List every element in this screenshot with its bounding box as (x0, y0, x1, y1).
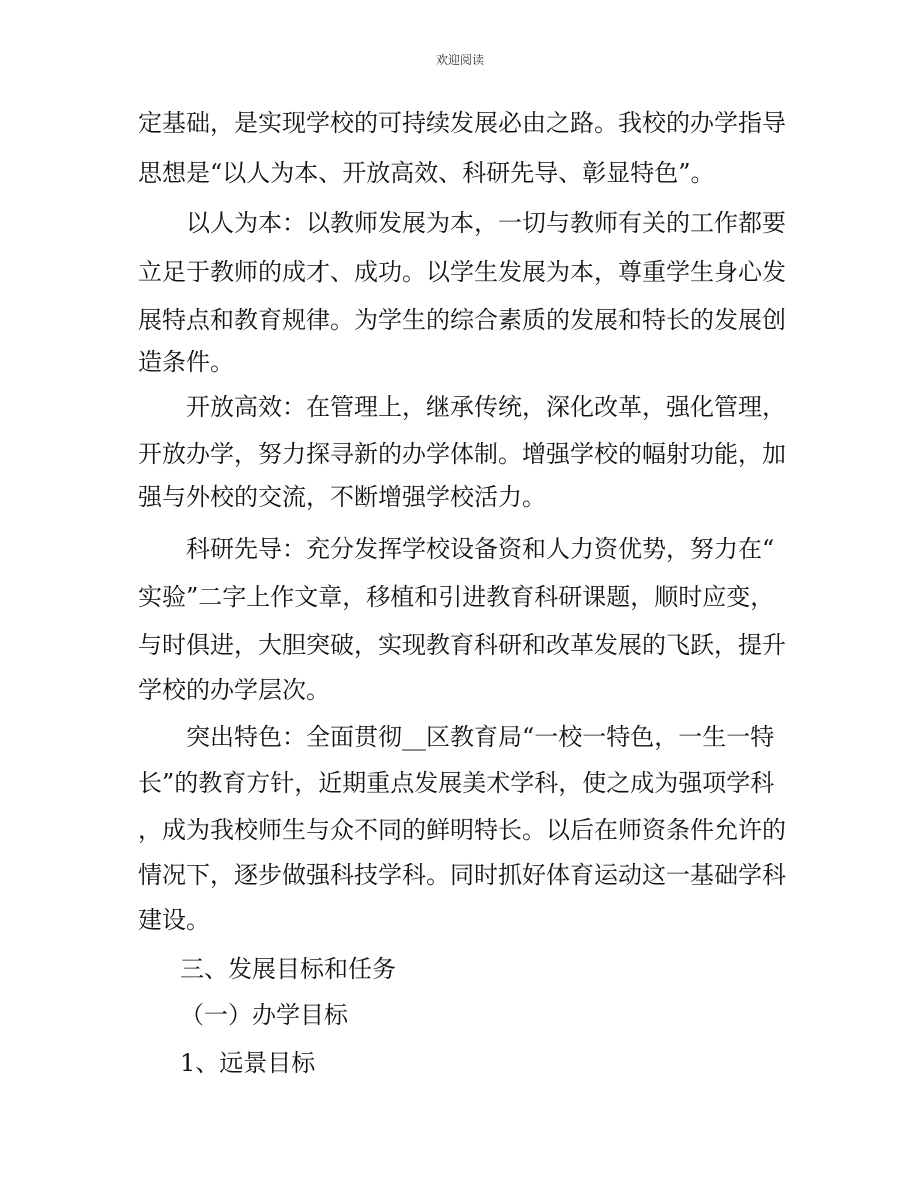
text-line: 学校的办学层次。 (138, 676, 330, 704)
text-line: 强与外校的交流，不断增强学校活力。 (138, 483, 546, 511)
subsection-heading: 1、远景目标 (180, 1049, 316, 1077)
text-line: 思想是“以人为本、开放高效、科研先导、彰显特色”。 (138, 159, 715, 187)
page-header: 欢迎阅读 (435, 53, 484, 67)
text-line: 长”的教育方针，近期重点发展美术学科，使之成为强项学科 (138, 769, 775, 797)
text-line: 以人为本：以教师发展为本，一切与教师有关的工作都要 (186, 209, 786, 237)
text-line: 科研先导：充分发挥学校设备资和人力资优势，努力在“ (186, 535, 775, 563)
text-line: 建设。 (138, 906, 210, 934)
text-line: 情况下，逐步做强科技学科。同时抓好体育运动这一基础学科 (138, 861, 786, 889)
text-line: 定基础，是实现学校的可持续发展必由之路。我校的办学指导 (138, 109, 786, 137)
text-line: 展特点和教育规律。为学生的综合素质的发展和特长的发展创 (138, 306, 786, 334)
text-line: 突出特色：全面贯彻__区教育局“一校一特色，一生一特 (186, 723, 775, 751)
text-line: 与时俱进，大胆突破，实现教育科研和改革发展的飞跃，提升 (138, 631, 786, 659)
text-line: 造条件。 (138, 348, 234, 376)
subsection-heading: （一）办学目标 (180, 1001, 348, 1029)
text-line: 实验”二字上作文章，移植和引进教育科研课题，顺时应变， (138, 583, 775, 611)
text-line: 开放办学，努力探寻新的办学体制。增强学校的幅射功能，加 (138, 440, 786, 468)
text-line: 立足于教师的成才、成功。以学生发展为本，尊重学生身心发 (138, 258, 786, 286)
text-line: 开放高效：在管理上，继承传统，深化改革，强化管理， (186, 393, 786, 421)
section-heading: 三、发展目标和任务 (180, 955, 396, 983)
text-line: ，成为我校师生与众不同的鲜明特长。以后在师资条件允许的 (138, 816, 786, 844)
